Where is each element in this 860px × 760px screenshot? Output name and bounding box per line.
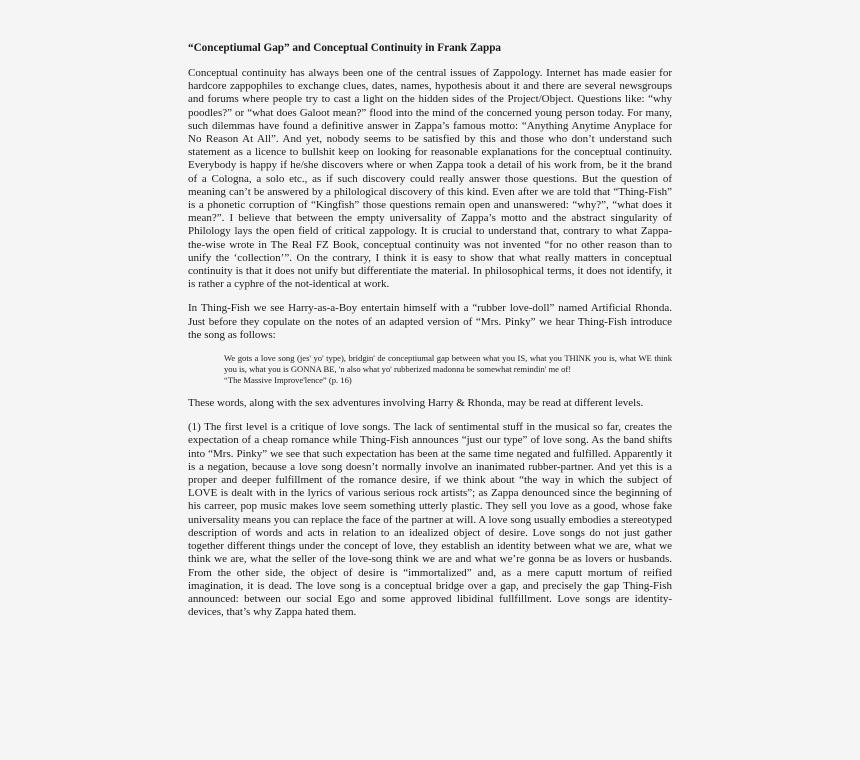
document-title: “Conceptiumal Gap” and Conceptual Continuity in Frank Zappa <box>188 42 502 54</box>
paragraph-first-level: (1) The first level is a critique of love songs. The lack of sentimental stuff in the musical so far, creates the expectation of a cheap romance while Thing-Fish announces “just our type” of love song. As the band shifts into “Mrs. Pinky” we see that such expectation has been at the same time negated and fulfilled. Apparently it is a negation, because a love song doesn’t normally involve an inanimated rubber-partner. And yet this is a proper and deeper fulfillment of the romance desire, if we think about “the way in which the subject of LOVE is dealt with in the lyrics of various serious rock artists”; as Zappa denounced since the beginning of his carreer, pop music makes love seem something utterly plastic. They sell you love as a good, whose fake universality means you can replace the face of the partner at will. A love song usually embodies a stereotyped description of words and acts in relation to an idealized object of desire. Love songs do not just gather together different things under the concept of love, they establish an identity between what we are, what we think we are, what the seller of the love-song think we are and what we’re gonna be as lovers or husbands. From the other side, the object of desire is “immortalized” and, as a mere caputt mortum of reified imagination, it is dead. The love song is a conceptual bridge over a gap, and precisely the gap Thing-Fish announced: between our social Ego and some approved libidinal fullfillment. Love songs are identity-devices, that’s why Zappa hated them. <box>188 421 672 619</box>
paragraph-levels: These words, along with the sex adventures involving Harry & Rhonda, may be read at different levels. <box>188 397 644 410</box>
document-body <box>188 41 672 619</box>
quote-text: We gots a love song (jes' yo' type), bridgin' de conceptiumal gap between what you IS, what you THINK you is, what WE think you is, what you is GONNA BE, 'n also what yo' rubberized madonna be somewhat remindin' me of! <box>224 353 672 375</box>
block-quote <box>188 353 672 386</box>
paragraph-thing-fish: In Thing-Fish we see Harry-as-a-Boy entertain himself with a “rubber love-doll” named Artificial Rhonda. Just before they copulate on the notes of an adapted version of “Mrs. Pinky” we hear Thing-Fish introduce the song as follows: <box>188 302 672 341</box>
quote-citation: “The Massive Improve'lence” (p. 16) <box>224 375 352 386</box>
paragraph-intro: Conceptual continuity has always been one of the central issues of Zappology. Internet has made easier for hardcore zappophiles to exchange clues, dates, names, hypothesis about it and there are several newsgroups and forums where people try to cast a light on the hidden sides of the Project/Object. Questions like: “why poodles?” or “what does Galoot mean?” flood into the mind of the concerned young person today. For many, such dilemmas have found a definitive answer in Zappa’s famous motto: “Anything Anytime Anyplace for No Reason At All”. And yet, nobody seems to be satisfied by this and those who don’t understand such statement as a licence to bullshit keep on looking for reasonable explanations for the conceptual continuity. Everybody is happy if he/she discovers where or when Zappa took a detail of his work from, be it the brand of a Cologna, a solo etc., as if such discovery could really answer those questions. But the question of meaning can’t be answered by a philological discovery of this kind. Even after we are told that “Thing-Fish” is a phonetic corruption of “Kingfish” those questions remain open and unanswered: “why?”, “what does it mean?”. I believe that between the empty universality of Zappa’s motto and the abstract singularity of Philology lays the open field of critical zappology. It is crucial to understand that, contrary to what Zappa-the-wise wrote in The Real FZ Book, conceptual continuity was not invented “for no other reason than to unify the ‘collection’”. On the contrary, I think it is easy to show that what really matters in conceptual continuity is that it does not unify but differentiate the material. In philosophical terms, it does not identify, it is rather a cyphre of the not-identical at work. <box>188 67 672 291</box>
